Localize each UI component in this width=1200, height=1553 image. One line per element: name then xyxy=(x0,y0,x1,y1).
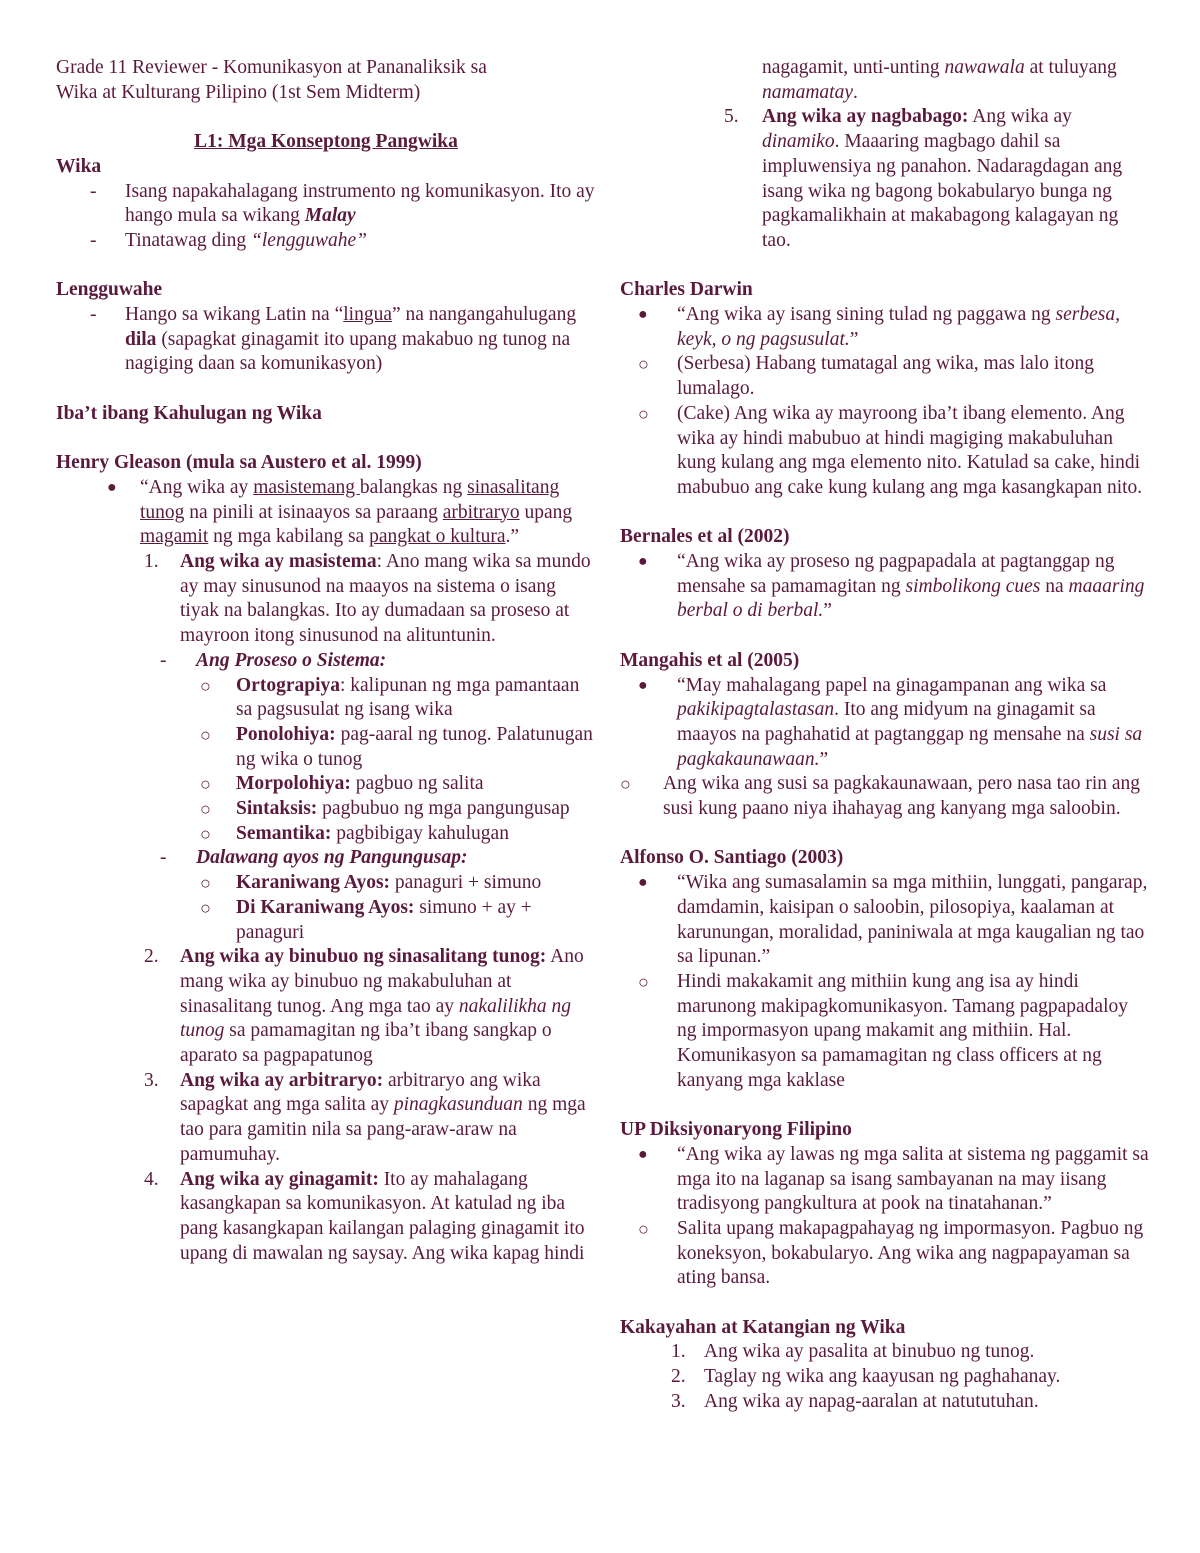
circle-bullet-icon: ○ xyxy=(638,403,649,424)
circle-bullet-icon: ○ xyxy=(200,897,211,918)
document-title: Grade 11 Reviewer - Komunikasyon at Pananaliksik sa Wika at Kulturang Pilipino (1st Sem Midterm) xyxy=(56,57,487,103)
disc-bullet-icon: ● xyxy=(638,553,648,571)
kakayahan-item: 3. Ang wika ay napag-aaralan at natututuhan. xyxy=(671,1390,1039,1412)
proseso-item: ○ Semantika: pagbibigay kahulugan xyxy=(56,822,596,847)
gleason-item-2: 2. Ang wika ay binubuo ng sinasalitang tunog: Ano mang wika ay binubuo ng makabuluhan at sinasalitang tunog. Ang mga tao ay nakalilikha ng tunog sa pamamagitan ng iba’t ibang sangkap o aparato sa pagpapatunog xyxy=(144,946,584,1067)
proseso-heading: - Ang Proseso o Sistema: xyxy=(56,649,596,674)
gleason-item-4: 4. Ang wika ay ginagamit: Ito ay mahalagang kasangkapan sa komunikasyon. At katulad ng iba pang kasangkapan kailangan palaging ginagamit ito upang di mawalan ng saysay. Ang wika kapag hindi xyxy=(144,1168,585,1264)
lengguwahe-item: - Hango sa wikang Latin na “lingua” na nangangahulugang dila (sapagkat ginagamit ito upang makabuo ng tunog na nagiging daan sa komunikasyon) xyxy=(56,303,596,377)
wika-heading: Wika xyxy=(56,155,102,177)
wika-item-2: - Tinatawag ding “lengguwahe” xyxy=(56,229,596,254)
dash-bullet-icon: - xyxy=(90,229,97,251)
circle-bullet-icon: ○ xyxy=(200,774,211,795)
circle-bullet-icon: ○ xyxy=(620,774,631,795)
circle-bullet-icon: ○ xyxy=(200,799,211,820)
dash-bullet-icon: - xyxy=(160,649,167,671)
kakayahan-heading: Kakayahan at Katangian ng Wika xyxy=(620,1316,906,1338)
right-column xyxy=(620,56,1150,1415)
circle-bullet-icon: ○ xyxy=(200,873,211,894)
ayos-item: ○ Di Karaniwang Ayos: simuno + ay + panaguri xyxy=(56,896,596,945)
proseso-item: ○ Sintaksis: pagbubuo ng mga pangungusap xyxy=(56,797,596,822)
gleason-item-5: 5. Ang wika ay nagbabago: Ang wika ay dinamiko. Maaaring magbago dahil sa impluwensiya ng panahon. Nadaragdagan ang isang wika ng bagong bokabularyo bunga ng pagkamalikhain at makabagong kalagayan ng tao. xyxy=(724,106,1123,251)
disc-bullet-icon: ● xyxy=(107,478,117,496)
wika-item-1: - Isang napakahalagang instrumento ng komunikasyon. Ito ay hango mula sa wikang Malay xyxy=(56,180,596,229)
mangahis-quote: ● “May mahalagang papel na ginagampanan ang wika sa pakikipagtalastasan. Ito ang midyum na ginagamit sa maayos na paghahatid at pagtanggap ng mensahe na susi sa pagkakaunawaan.” xyxy=(620,674,1150,773)
proseso-item: ○ Ortograpiya: kalipunan ng mga pamantaan sa pagsusulat ng isang wika xyxy=(56,674,596,723)
disc-bullet-icon: ● xyxy=(638,874,648,892)
dash-bullet-icon: - xyxy=(160,847,167,869)
circle-bullet-icon: ○ xyxy=(200,724,211,745)
santiago-quote: ● “Wika ang sumasalamin sa mga mithiin, lunggati, pangarap, damdamin, kaisipan o saloobin, pilosopiya, kaalaman at karunungan, moralidad, paniniwala at mga kaugalian ng tao sa lipunan.” xyxy=(620,871,1150,970)
lesson-heading: L1: Mga Konseptong Pangwika xyxy=(194,131,458,153)
darwin-heading: Charles Darwin xyxy=(620,279,753,301)
proseso-item: ○ Morpolohiya: pagbuo ng salita xyxy=(56,772,596,797)
proseso-item: ○ Ponolohiya: pag-aaral ng tunog. Palatunugan ng wika o tunog xyxy=(56,723,596,772)
lengguwahe-heading: Lengguwahe xyxy=(56,279,163,301)
circle-bullet-icon: ○ xyxy=(638,971,649,992)
disc-bullet-icon: ● xyxy=(638,306,648,324)
bernales-quote: ● “Ang wika ay proseso ng pagpapadala at pagtanggap ng mensahe sa pamamagitan ng simbolikong cues na maaaring berbal o di berbal.” xyxy=(620,550,1150,624)
darwin-sub-2: ○ (Cake) Ang wika ay mayroong iba’t ibang elemento. Ang wika ay hindi mabubuo at hindi magiging makabuluhan kung kulang ang mga elemento nito. Katulad sa cake, hindi mabubuo ang cake kung kulang ang mga kasangkapan nito. xyxy=(620,402,1150,501)
disc-bullet-icon: ● xyxy=(638,1145,648,1163)
kakayahan-item: 2. Taglay ng wika ang kaayusan ng paghahanay. xyxy=(671,1366,1061,1388)
circle-bullet-icon: ○ xyxy=(200,675,211,696)
mangahis-heading: Mangahis et al (2005) xyxy=(620,649,800,671)
gleason-quote: ● “Ang wika ay masistemang balangkas ng sinasalitang tunog na pinili at isinaayos sa paraang arbitraryo upang magamit ng mga kabilang sa pangkat o kultura.” xyxy=(56,476,596,550)
circle-bullet-icon: ○ xyxy=(638,354,649,375)
dash-bullet-icon: - xyxy=(90,304,97,325)
santiago-heading: Alfonso O. Santiago (2003) xyxy=(620,847,844,869)
up-sub: ○ Salita upang makapagpahayag ng impormasyon. Pagbuo ng koneksyon, bokabularyo. Ang wika ang nagpapayaman sa ating bansa. xyxy=(620,1217,1150,1291)
kahulugan-heading: Iba’t ibang Kahulugan ng Wika xyxy=(56,402,322,424)
gleason-item-4-continued: nagagamit, unti-unting nawawala at tuluyang namamatay. xyxy=(762,57,1117,103)
santiago-sub: ○ Hindi makakamit ang mithiin kung ang isa ay hindi marunong makipagkomunikasyon. Tamang pagpapadaloy ng impormasyon upang makamit ang mithiin. Hal. Komunikasyon sa pamamagitan ng class officers at ng kanyang mga kaklase xyxy=(620,970,1150,1094)
circle-bullet-icon: ○ xyxy=(200,823,211,844)
gleason-item-3: 3. Ang wika ay arbitraryo: arbitraryo ang wika sapagkat ang mga salita ay pinagkasunduan ng mga tao para gamitin nila sa pang-araw-araw na pamumuhay. xyxy=(144,1069,586,1165)
left-column xyxy=(56,56,596,1266)
up-quote: ● “Ang wika ay lawas ng mga salita at sistema ng paggamit sa mga ito na laganap sa isang sambayanan na may iisang tradisyong pangkultura at pook na tinatahanan.” xyxy=(620,1143,1150,1217)
dash-bullet-icon: - xyxy=(90,180,97,202)
ayos-item: ○ Karaniwang Ayos: panaguri + simuno xyxy=(56,871,596,896)
ayos-heading: - Dalawang ayos ng Pangungusap: xyxy=(56,846,596,871)
darwin-sub-1: ○ (Serbesa) Habang tumatagal ang wika, mas lalo itong lumalago. xyxy=(620,352,1150,401)
kakayahan-item: 1. Ang wika ay pasalita at binubuo ng tunog. xyxy=(671,1341,1035,1363)
gleason-heading: Henry Gleason (mula sa Austero et al. 1999) xyxy=(56,452,422,474)
up-heading: UP Diksiyonaryong Filipino xyxy=(620,1119,852,1141)
bernales-heading: Bernales et al (2002) xyxy=(620,526,790,548)
gleason-item-1: 1. Ang wika ay masistema: Ano mang wika sa mundo ay may sinusunod na maayos na sistema o isang tiyak na balangkas. Ito ay dumadaan sa proseso at mayroon itong sinusunod na alituntunin. xyxy=(144,551,591,647)
circle-bullet-icon: ○ xyxy=(638,1218,649,1239)
disc-bullet-icon: ● xyxy=(638,676,648,694)
mangahis-sub: ○ Ang wika ang susi sa pagkakaunawaan, pero nasa tao rin ang susi kung paano niya ihahayag ang kanyang mga saloobin. xyxy=(620,772,1150,821)
darwin-quote: ● “Ang wika ay isang sining tulad ng paggawa ng serbesa, keyk, o ng pagsusulat.” xyxy=(620,303,1150,352)
